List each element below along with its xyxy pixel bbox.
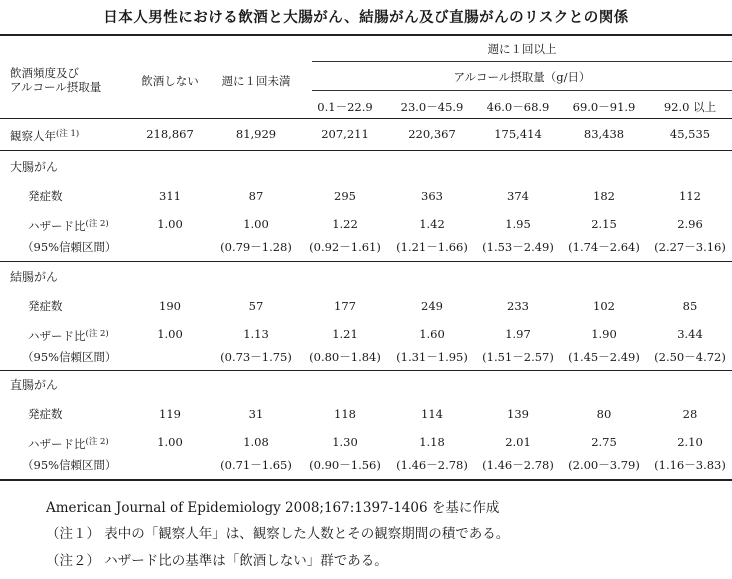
hazard-note-mark: (注 2) xyxy=(85,219,109,229)
cases-label: 発症数 xyxy=(28,407,63,421)
col-header-none: 飲酒しない xyxy=(141,74,199,88)
ci-cell: (2.00－3.79) xyxy=(568,458,640,472)
cases-cell: 249 xyxy=(421,299,443,313)
hazard-ratio-label xyxy=(28,327,109,343)
hazard-ratio-cell: 1.08 xyxy=(243,435,269,449)
hazard-note-mark: (注 2) xyxy=(85,437,109,447)
cases-cell: 363 xyxy=(421,189,443,203)
ci-cell: (1.74－2.64) xyxy=(568,240,640,254)
hazard-ratio-cell: 2.96 xyxy=(677,217,703,231)
hazard-ratio-cell: 2.10 xyxy=(677,435,703,449)
person-years-cell: 218,867 xyxy=(146,127,194,141)
cases-cell: 374 xyxy=(507,189,529,203)
cases-label: 発症数 xyxy=(28,189,63,203)
section-heading: 結腸がん xyxy=(10,270,59,284)
ci-cell: (0.71－1.65) xyxy=(220,458,292,472)
ci-cell: (2.27－3.16) xyxy=(654,240,726,254)
ci-cell: (0.90－1.56) xyxy=(309,458,381,472)
ci-label: （95%信頼区間） xyxy=(22,240,117,254)
hazard-ratio-text: ハザード比 xyxy=(28,329,86,343)
hazard-ratio-cell: 1.95 xyxy=(505,217,531,231)
hazard-ratio-cell: 2.75 xyxy=(591,435,617,449)
header-bottom-rule xyxy=(0,118,732,119)
footnote-1: （注１） 表中の「観察人年」は、観察した人数とその観察期間の積である。 xyxy=(46,526,510,542)
ci-cell: (1.21－1.66) xyxy=(396,240,468,254)
range-header-cell: 69.0－91.9 xyxy=(572,100,636,114)
cases-cell: 114 xyxy=(421,407,443,421)
range-header-cell: 23.0－45.9 xyxy=(400,100,464,114)
hazard-ratio-cell: 1.18 xyxy=(419,435,445,449)
weekly-group-underline xyxy=(312,61,732,62)
ci-cell: (1.46－2.78) xyxy=(482,458,554,472)
hazard-ratio-text: ハザード比 xyxy=(28,219,86,233)
person-years-label: 観察人年$^{(注 1)}$ xyxy=(10,129,80,143)
hazard-ratio-cell: 1.21 xyxy=(332,327,358,341)
ci-cell: (2.50－4.72) xyxy=(654,350,726,364)
ci-cell: (0.79－1.28) xyxy=(220,240,292,254)
person-years-cell: 207,211 xyxy=(321,127,369,141)
cases-cell: 119 xyxy=(159,407,181,421)
range-header-cell: 0.1－22.9 xyxy=(317,100,373,114)
rectal-section-rule xyxy=(0,370,732,371)
person-years-cell: 81,929 xyxy=(235,127,277,141)
hazard-ratio-cell: 2.01 xyxy=(505,435,531,449)
hazard-ratio-cell: 3.44 xyxy=(677,327,703,341)
row-label-line2: アルコール摂取量 xyxy=(10,80,102,94)
cases-cell: 112 xyxy=(679,189,701,203)
person-years-bottom-rule xyxy=(0,150,732,151)
alcohol-subgroup-underline xyxy=(312,90,732,91)
cases-cell: 57 xyxy=(248,299,264,313)
cases-cell: 102 xyxy=(593,299,615,313)
ci-cell: (1.51－2.57) xyxy=(482,350,554,364)
ci-cell: (0.92－1.61) xyxy=(309,240,381,254)
cases-cell: 190 xyxy=(159,299,181,313)
cases-cell: 177 xyxy=(334,299,356,313)
hazard-ratio-cell: 1.00 xyxy=(157,217,183,231)
col-group-weekly: 週に１回以上 xyxy=(487,42,557,56)
table-top-rule xyxy=(0,34,732,36)
cases-cell: 31 xyxy=(248,407,264,421)
ci-label: （95%信頼区間） xyxy=(22,350,117,364)
table-bottom-rule xyxy=(0,479,732,481)
person-years-cell: 220,367 xyxy=(408,127,456,141)
cases-label: 発症数 xyxy=(28,299,63,313)
ci-cell: (1.16－3.83) xyxy=(654,458,726,472)
hazard-ratio-cell: 2.15 xyxy=(591,217,617,231)
col-header-less-weekly: 週に１回未満 xyxy=(221,74,291,88)
ci-label: （95%信頼区間） xyxy=(22,458,117,472)
hazard-ratio-cell: 1.30 xyxy=(332,435,358,449)
ci-cell: (1.46－2.78) xyxy=(396,458,468,472)
ci-cell: (0.73－1.75) xyxy=(220,350,292,364)
range-header-cell: 92.0 以上 xyxy=(663,100,717,114)
ci-cell: (1.31－1.95) xyxy=(396,350,468,364)
colon-section-rule xyxy=(0,261,732,262)
row-label-line1: 飲酒頻度及び xyxy=(10,66,79,80)
hazard-ratio-cell: 1.97 xyxy=(505,327,531,341)
cases-cell: 182 xyxy=(593,189,615,203)
hazard-ratio-cell: 1.00 xyxy=(157,435,183,449)
hazard-ratio-cell: 1.22 xyxy=(332,217,358,231)
cases-cell: 118 xyxy=(334,407,356,421)
hazard-ratio-cell: 1.60 xyxy=(419,327,445,341)
table-title: 日本人男性における飲酒と大腸がん、結腸がん及び直腸がんのリスクとの関係 xyxy=(103,9,629,26)
cases-cell: 87 xyxy=(248,189,264,203)
hazard-ratio-cell: 1.90 xyxy=(591,327,617,341)
cases-cell: 80 xyxy=(596,407,612,421)
range-header-cell: 46.0－68.9 xyxy=(486,100,550,114)
source-citation: American Journal of Epidemiology 2008;167:1397-1406 を基に作成 xyxy=(46,500,500,516)
hazard-ratio-text: ハザード比 xyxy=(28,437,86,451)
footnote-2: （注２） ハザード比の基準は「飲酒しない」群である。 xyxy=(46,553,388,569)
cases-cell: 85 xyxy=(682,299,698,313)
cases-cell: 311 xyxy=(159,189,181,203)
hazard-ratio-label xyxy=(28,435,109,451)
ci-cell: (1.45－2.49) xyxy=(568,350,640,364)
ci-cell: (0.80－1.84) xyxy=(309,350,381,364)
cases-cell: 28 xyxy=(682,407,698,421)
hazard-ratio-cell: 1.00 xyxy=(243,217,269,231)
section-heading: 直腸がん xyxy=(10,378,59,392)
person-years-cell: 175,414 xyxy=(494,127,542,141)
hazard-ratio-label xyxy=(28,217,109,233)
hazard-ratio-cell: 1.13 xyxy=(243,327,269,341)
col-subgroup-alcohol: アルコール摂取量（g/日） xyxy=(453,70,591,84)
section-heading: 大腸がん xyxy=(10,160,59,174)
hazard-ratio-cell: 1.42 xyxy=(419,217,445,231)
hazard-note-mark: (注 2) xyxy=(85,329,109,339)
cases-cell: 233 xyxy=(507,299,529,313)
hazard-ratio-cell: 1.00 xyxy=(157,327,183,341)
ci-cell: (1.53－2.49) xyxy=(482,240,554,254)
cases-cell: 295 xyxy=(334,189,356,203)
person-years-cell: 83,438 xyxy=(583,127,625,141)
person-years-cell: 45,535 xyxy=(669,127,711,141)
cases-cell: 139 xyxy=(507,407,529,421)
